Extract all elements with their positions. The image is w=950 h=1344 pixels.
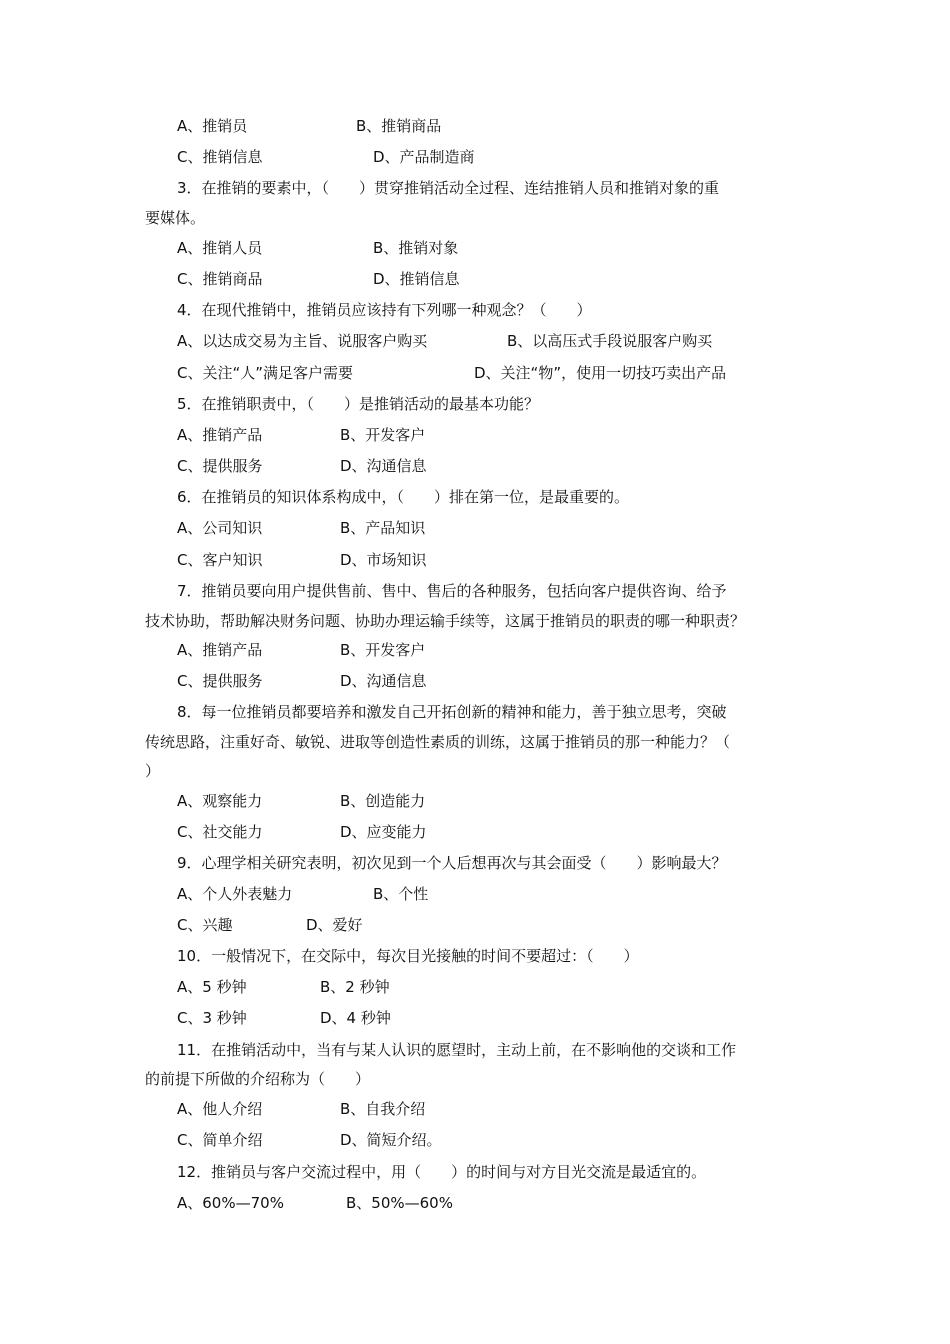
q8-stem-line-3: ）	[145, 762, 161, 780]
q8-option-c: C、社交能力	[177, 823, 263, 841]
q11-option-b: B、自我介绍	[340, 1100, 426, 1118]
q6-option-a: A、公司知识	[177, 519, 263, 537]
q5-stem-line-1: 5．在推销职责中，（ ）是推销活动的最基本功能？	[177, 395, 540, 413]
q5-option-d: D、沟通信息	[340, 457, 427, 475]
q3-option-a: A、推销人员	[177, 239, 263, 257]
q3-stem-line-1: 3．在推销的要素中，（ ）贯穿推销活动全过程、连结推销人员和推销对象的重	[177, 179, 720, 197]
q4-stem-line-1: 4．在现代推销中，推销员应该持有下列哪一种观念？（ ）	[177, 301, 592, 319]
q11-stem-line-1: 11．在推销活动中，当有与某人认识的愿望时，主动上前，在不影响他的交谈和工作	[177, 1041, 737, 1059]
q10-option-d: D、4 秒钟	[320, 1009, 391, 1027]
q10-option-a: A、5 秒钟	[177, 978, 247, 996]
q11-option-c: C、简单介绍	[177, 1131, 263, 1149]
q10-option-c: C、3 秒钟	[177, 1009, 247, 1027]
q2-option-d: D、产品制造商	[373, 148, 475, 166]
q11-option-d: D、简短介绍。	[340, 1131, 442, 1149]
q6-stem-line-1: 6．在推销员的知识体系构成中，（ ）排在第一位，是最重要的。	[177, 488, 630, 506]
q5-option-c: C、提供服务	[177, 457, 263, 475]
q2-option-c: C、推销信息	[177, 148, 263, 166]
q8-option-d: D、应变能力	[340, 823, 427, 841]
q2-option-a: A、推销员	[177, 117, 248, 135]
q4-option-d: D、关注“物”，使用一切技巧卖出产品	[474, 364, 727, 382]
q7-option-c: C、提供服务	[177, 672, 263, 690]
q4-option-a: A、以达成交易为主旨、说服客户购买	[177, 332, 428, 350]
q7-option-d: D、沟通信息	[340, 672, 427, 690]
q12-option-b: B、50%—60%	[346, 1194, 453, 1212]
q11-option-a: A、他人介绍	[177, 1100, 263, 1118]
q3-stem-line-2: 要媒体。	[145, 209, 206, 227]
q11-stem-line-2: 的前提下所做的介绍称为（ ）	[145, 1070, 371, 1088]
q4-option-c: C、关注“人”满足客户需要	[177, 364, 354, 382]
q7-option-b: B、开发客户	[340, 641, 426, 659]
q6-option-c: C、客户知识	[177, 551, 263, 569]
q2-option-b: B、推销商品	[356, 117, 442, 135]
q10-stem-line-1: 10．一般情况下，在交际中，每次目光接触的时间不要超过：（ ）	[177, 947, 639, 965]
q9-stem-line-1: 9．心理学相关研究表明，初次见到一个人后想再次与其会面受（ ）影响最大？	[177, 854, 727, 872]
q6-option-d: D、市场知识	[340, 551, 427, 569]
q8-stem-line-2: 传统思路，注重好奇、敏锐、进取等创造性素质的训练，这属于推销员的那一种能力？（	[145, 733, 731, 751]
q7-stem-line-2: 技术协助，帮助解决财务问题、协助办理运输手续等，这属于推销员的职责的哪一种职责？	[145, 612, 746, 630]
q9-option-b: B、个性	[373, 885, 429, 903]
q8-option-b: B、创造能力	[340, 792, 426, 810]
q9-option-c: C、兴趣	[177, 916, 233, 934]
q9-option-a: A、个人外表魅力	[177, 885, 293, 903]
q12-option-a: A、60%—70%	[177, 1194, 284, 1212]
q9-option-d: D、爱好	[306, 916, 363, 934]
q5-option-b: B、开发客户	[340, 426, 426, 444]
q10-option-b: B、2 秒钟	[320, 978, 390, 996]
q5-option-a: A、推销产品	[177, 426, 263, 444]
q8-stem-line-1: 8．每一位推销员都要培养和激发自己开拓创新的精神和能力，善于独立思考，突破	[177, 703, 727, 721]
q3-option-b: B、推销对象	[373, 239, 459, 257]
q8-option-a: A、观察能力	[177, 792, 263, 810]
q7-stem-line-1: 7．推销员要向用户提供售前、售中、售后的各种服务，包括向客户提供咨询、给予	[177, 582, 727, 600]
q3-option-d: D、推销信息	[373, 270, 460, 288]
q4-option-b: B、以高压式手段说服客户购买	[507, 332, 713, 350]
q6-option-b: B、产品知识	[340, 519, 426, 537]
q7-option-a: A、推销产品	[177, 641, 263, 659]
q12-stem-line-1: 12．推销员与客户交流过程中，用（ ）的时间与对方目光交流是最适宜的。	[177, 1163, 707, 1181]
q3-option-c: C、推销商品	[177, 270, 263, 288]
